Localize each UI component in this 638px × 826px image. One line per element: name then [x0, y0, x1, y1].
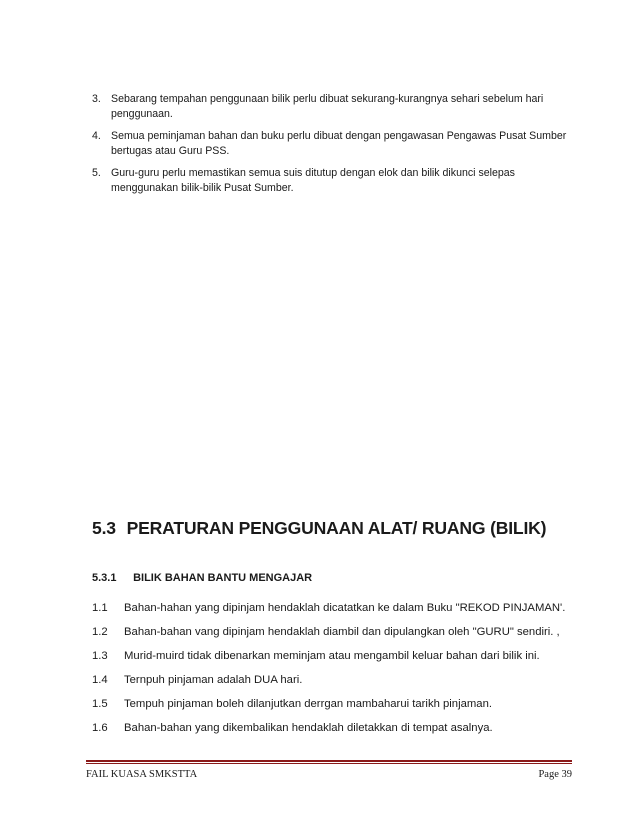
rule-number: 1.4 [92, 674, 108, 686]
rule-text: Bahan-bahan vang dipinjam hendaklah diambil dan dipulangkan oleh "GURU" sendiri. , [124, 626, 560, 638]
rule-item [92, 716, 572, 740]
rule-number: 1.5 [92, 698, 108, 710]
list-item [92, 92, 582, 122]
rule-text: Bahan-bahan yang dikembalikan hendaklah diletakkan di tempat asalnya. [124, 722, 493, 734]
section-number: 5.3 [92, 518, 116, 538]
list-item-text: Semua peminjaman bahan dan buku perlu dibuat dengan pengawasan Pengawas Pusat Sumber bertugas atau Guru PSS. [111, 130, 567, 157]
rule-text: Murid-muird tidak dibenarkan meminjam atau mengambil keluar bahan dari bilik ini. [124, 650, 540, 662]
footer-page-number: Page 39 [538, 769, 572, 780]
rule-number: 1.1 [92, 602, 108, 614]
list-item-number: 5. [92, 167, 101, 179]
rule-number: 1.2 [92, 626, 108, 638]
footer-rule-thin [86, 763, 572, 764]
subsection-heading [92, 572, 312, 584]
rule-text: Tempuh pinjaman boleh dilanjutkan derrgan mambaharui tarikh pinjaman. [124, 698, 492, 710]
list-item-number: 4. [92, 130, 101, 142]
list-item-text: Guru-guru perlu memastikan semua suis ditutup dengan elok dan bilik dikunci selepas menggunakan bilik-bilik Pusat Sumber. [111, 167, 515, 194]
rule-item [92, 644, 572, 668]
footer-document-name: FAIL KUASA SMKSTTA [86, 769, 198, 780]
list-item [92, 166, 582, 196]
rule-item [92, 692, 572, 716]
list-item-text: Sebarang tempahan penggunaan bilik perlu dibuat sekurang-kurangnya sehari sebelum hari penggunaan. [111, 93, 544, 120]
subsection-title: BILIK BAHAN BANTU MENGAJAR [133, 572, 313, 584]
rules-list [92, 596, 572, 740]
section-heading [92, 518, 546, 539]
footer-rule [86, 760, 572, 762]
section-title: PERATURAN PENGGUNAAN ALAT/ RUANG (BILIK) [126, 518, 547, 538]
list-item [92, 129, 582, 159]
rule-number: 1.3 [92, 650, 108, 662]
top-numbered-list [92, 92, 582, 203]
list-item-number: 3. [92, 93, 101, 105]
rule-item [92, 596, 572, 620]
rule-item [92, 668, 572, 692]
rule-text: Bahan-hahan yang dipinjam hendaklah dicatatkan ke dalam Buku "REKOD PINJAMAN'. [124, 602, 566, 614]
rule-text: Ternpuh pinjaman adalah DUA hari. [124, 674, 303, 686]
rule-item [92, 620, 572, 644]
rule-number: 1.6 [92, 722, 108, 734]
subsection-number: 5.3.1 [92, 572, 117, 584]
